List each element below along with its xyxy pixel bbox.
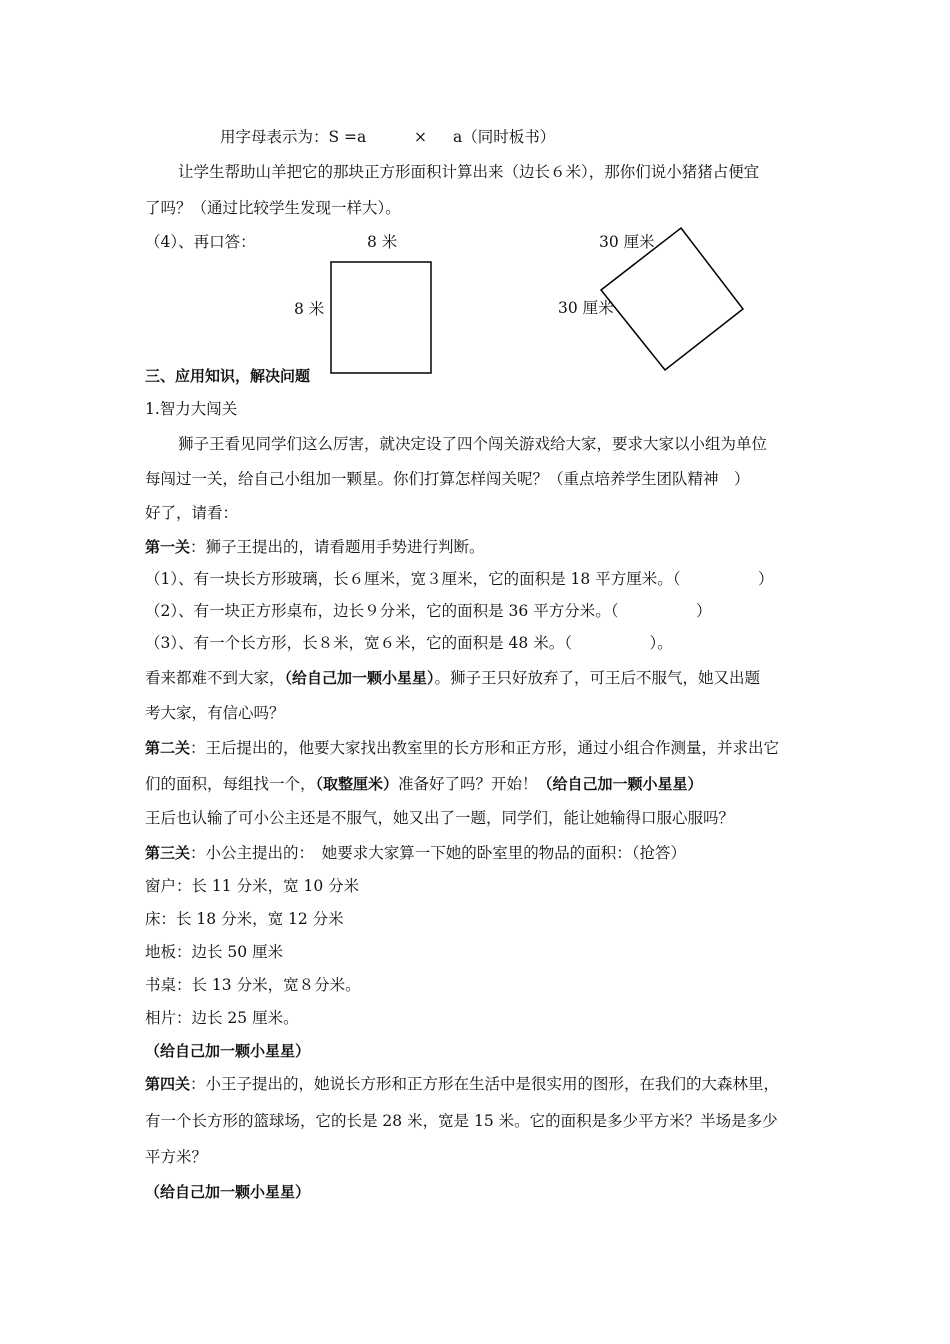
after1-line1 [145,668,760,688]
level2-line3: 王后也认输了可小公主还是不服气，她又出了一题，同学们，能让她输得口服心服吗？ [145,809,735,827]
para-goat-line1: 让学生帮助山羊把它的那块正方形面积计算出来（边长６米），那你们说小猪猪占便宜 [178,163,760,181]
level4-line3: 平方米？ [145,1148,208,1166]
square-left-label: 30 厘米 [558,299,614,317]
level2-line2-a: 们的面积，每组找一个， [145,775,316,793]
level2-text: ：王后提出的，他要大家找出教室里的长方形和正方形，通过小组合作测量，并求出它 [190,739,780,757]
level3-heading [145,843,686,863]
intro-line1: 狮子王看见同学们这么厉害，就决定设了四个闯关游戏给大家，要求大家以小组为单位 [178,435,768,453]
level3-text: ：小公主提出的： 她要求大家算一下她的卧室里的物品的面积：（抢答） [190,844,687,862]
level1-text: ：狮子王提出的，请看题用手势进行判断。 [190,538,485,556]
after1-bold: （给自己加一颗小星星） [284,669,435,687]
level4-line2: 有一个长方形的篮球场，它的长是 28 米，宽是 15 米。它的面积是多少平方米？半场是多少 [145,1112,778,1130]
after1-part1: 看来都难不到大家， [145,669,285,687]
intro-line3: 好了，请看： [145,504,239,522]
level3-label: 第三关 [145,844,191,862]
level2-heading [145,738,779,758]
level2-line2 [145,774,703,794]
formula-suffix: a（同时板书） [453,128,556,146]
level2-label: 第二关 [145,739,191,757]
level1-heading [145,537,485,557]
square-top-label: 30 厘米 [599,233,655,251]
level1-q1: （1）、有一块长方形玻璃，长６厘米，宽３厘米，它的面积是 18 平方厘米。（ ） [145,570,774,588]
after1-part2: 。狮子王只好放弃了，可王后不服气，她又出题 [434,669,761,687]
item1-title: 1.智力大闯关 [145,400,238,418]
level3-item-photo: 相片：边长 25 厘米。 [145,1009,299,1027]
intro-line2: 每闯过一关，给自己小组加一颗星。你们打算怎样闯关呢？（重点培养学生团队精神 ） [145,470,750,488]
rect-left-label: 8 米 [294,300,325,318]
level3-item-desk: 书桌：长 13 分米，宽８分米。 [145,976,361,994]
level2-line2-d: （给自己加一颗小星星） [537,775,703,793]
rect-top-label: 8 米 [367,233,398,251]
level3-item-bed: 床：长 18 分米，宽 12 分米 [145,910,344,928]
formula-line [220,127,366,147]
para-goat-line2: 了吗？（通过比较学生发现一样大）。 [145,199,401,217]
after1-line2: 考大家，有信心吗？ [145,704,285,722]
level1-label: 第一关 [145,538,191,556]
level3-item-floor: 地板：边长 50 厘米 [145,943,284,961]
level1-q2: （2）、有一块正方形桌布，边长９分米，它的面积是 36 平方分米。（ ） [145,602,712,620]
level3-star: （给自己加一颗小星星） [145,1042,311,1060]
level3-item-window: 窗户：长 11 分米，宽 10 分米 [145,877,360,895]
rectangle-figure [331,262,431,373]
formula-times: × [414,128,427,146]
level4-text: ：小王子提出的，她说长方形和正方形在生活中是很实用的图形，在我们的大森林里， [190,1075,780,1093]
formula-prefix: 用字母表示为：S =a [220,128,367,146]
level4-label: 第四关 [145,1075,191,1093]
level1-q3: （3）、有一个长方形，长８米，宽６米，它的面积是 48 米。（ ）。 [145,634,673,652]
level4-heading [145,1074,779,1094]
section3-title: 三、应用知识，解决问题 [145,367,311,385]
level2-line2-b: （取整厘米） [315,775,399,793]
level4-star: （给自己加一颗小星星） [145,1183,311,1201]
oral-label: （4）、再口答： [145,233,256,251]
level2-line2-c: 准备好了吗？开始！ [398,775,538,793]
